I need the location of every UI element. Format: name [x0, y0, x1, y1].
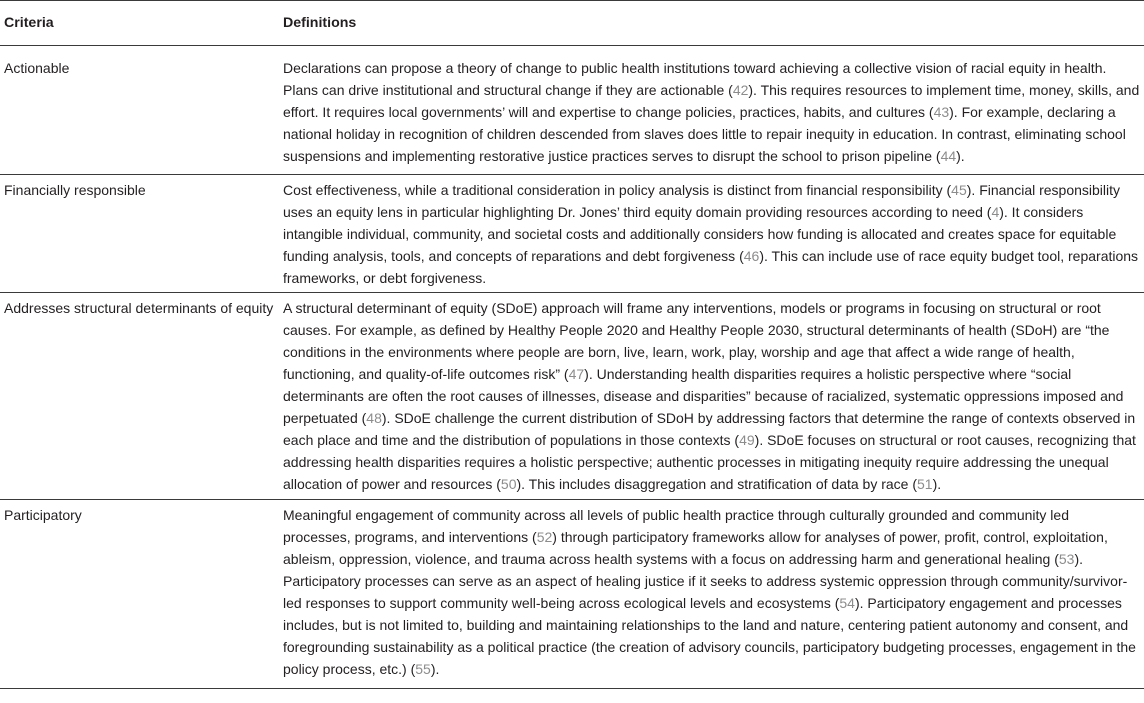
table-row [0, 500, 1144, 689]
definition-text: ). This requires resources to implement time, money, skills, and effort. It requires local governments’ will and expertise to change policies, practices, habits, and cultures ( [283, 82, 1140, 120]
reference-link[interactable]: 48 [366, 410, 382, 426]
reference-link[interactable]: 51 [917, 476, 933, 492]
table-row [0, 46, 1144, 175]
header-definitions: Definitions [283, 15, 357, 31]
definition-text: ). It considers intangible individual, community, and societal costs and additionally considers how funding is allocated and creates space for equitable funding analysis, tools, and concepts of reparations and debt forgiveness ( [283, 204, 1117, 264]
definition-text: ) through participatory frameworks allow for analyses of power, profit, control, exploitation, ableism, oppression, violence, and trauma across health systems with a focus on addressing harm and generational healing ( [283, 529, 1108, 567]
definition-text: ). For example, declaring a national holiday in recognition of children descended from slaves does little to repair inequity in education. In contrast, eliminating school suspensions and implementing restorative justice practices serves to disrupt the school to prison pipeline ( [283, 104, 1126, 164]
reference-link[interactable]: 50 [500, 476, 517, 492]
header-criteria: Criteria [4, 15, 54, 31]
reference-link[interactable]: 47 [568, 366, 585, 382]
reference-link[interactable]: 43 [933, 104, 950, 120]
definition-text: ). Financial responsibility uses an equity lens in particular highlighting Dr. Jones’ third equity domain providing resources according to need ( [283, 182, 1121, 220]
reference-link[interactable]: 55 [415, 661, 431, 677]
definition-text: Cost effectiveness, while a traditional consideration in policy analysis is distinct from financial responsibility ( [283, 182, 952, 198]
definition-text: ). This includes disaggregation and stratification of data by race ( [516, 476, 918, 492]
reference-link[interactable]: 54 [839, 595, 855, 611]
definition-cell [279, 46, 1144, 175]
definition-text: A structural determinant of equity (SDoE) approach will frame any interventions, models or programs in focusing on structural or root causes. For example, as defined by Healthy People 2020 and Healthy People 2030, structural determinants of health (SDoH) are “the conditions in the environments where people are born, live, learn, work, play, worship and age that affect a wide range of health, functioning, and quality-of-life outcomes risk” ( [283, 300, 1110, 382]
definition-text: ). This can include use of race equity budget tool, reparations frameworks, or debt forgiveness. [283, 248, 1139, 286]
definition-text: Meaningful engagement of community across all levels of public health practice through culturally grounded and community led processes, programs, and interventions ( [283, 507, 1069, 545]
criteria-cell: Actionable [4, 60, 70, 76]
definition-text: ). [430, 661, 440, 677]
criteria-cell: Financially responsible [4, 182, 146, 198]
reference-link[interactable]: 4 [991, 204, 1000, 220]
definition-text: ). Participatory engagement and processes includes, but is not limited to, building and maintaining relationships to the land and nature, centering patient autonomy and consent, and foregrounding sustainability as a political practice (the creation of advisory councils, participatory budgeting processes, engagement in the policy process, etc.) ( [283, 595, 1136, 677]
definition-text: ). Understanding health disparities requires a holistic perspective where “social determinants are often the root causes of illnesses, disease and disparities” because of racialized, systematic oppressions imposed and perpetuated ( [283, 366, 1124, 426]
reference-link[interactable]: 44 [940, 148, 957, 164]
definition-cell [279, 293, 1144, 500]
definition-text: ). [956, 148, 965, 164]
reference-link[interactable]: 42 [732, 82, 749, 98]
definition-text: ). SDoE challenge the current distribution of SDoH by addressing factors that determine the range of contexts observed in each place and time and the distribution of populations in those contexts ( [283, 410, 1136, 448]
definition-text: Declarations can propose a theory of change to public health institutions toward achieving a collective vision of racial equity in health. Plans can drive institutional and structural change if they are actionable ( [283, 60, 1107, 98]
criteria-cell: Participatory [4, 507, 82, 523]
table-row [0, 293, 1144, 500]
criteria-cell: Addresses structural determinants of equity [4, 300, 274, 316]
definition-cell [279, 175, 1144, 293]
definition-text: ). [932, 476, 942, 492]
reference-link[interactable]: 49 [739, 432, 755, 448]
reference-link[interactable]: 45 [951, 182, 967, 198]
header-row [0, 1, 1144, 46]
definition-text: ). SDoE focuses on structural or root causes, recognizing that addressing health disparities requires a holistic perspective; authentic processes in mitigating inequity require addressing the unequal allocation of power and resources ( [283, 432, 1136, 492]
reference-link[interactable]: 53 [1058, 551, 1075, 567]
reference-link[interactable]: 52 [536, 529, 553, 545]
definition-text: ). Participatory processes can serve as an aspect of healing justice if it seeks to address systemic oppression through community/survivor-led responses to support community well-being across ecological levels and ecosystems ( [283, 551, 1128, 611]
reference-link[interactable]: 46 [743, 248, 760, 264]
table-row [0, 175, 1144, 293]
definition-cell [279, 500, 1144, 689]
